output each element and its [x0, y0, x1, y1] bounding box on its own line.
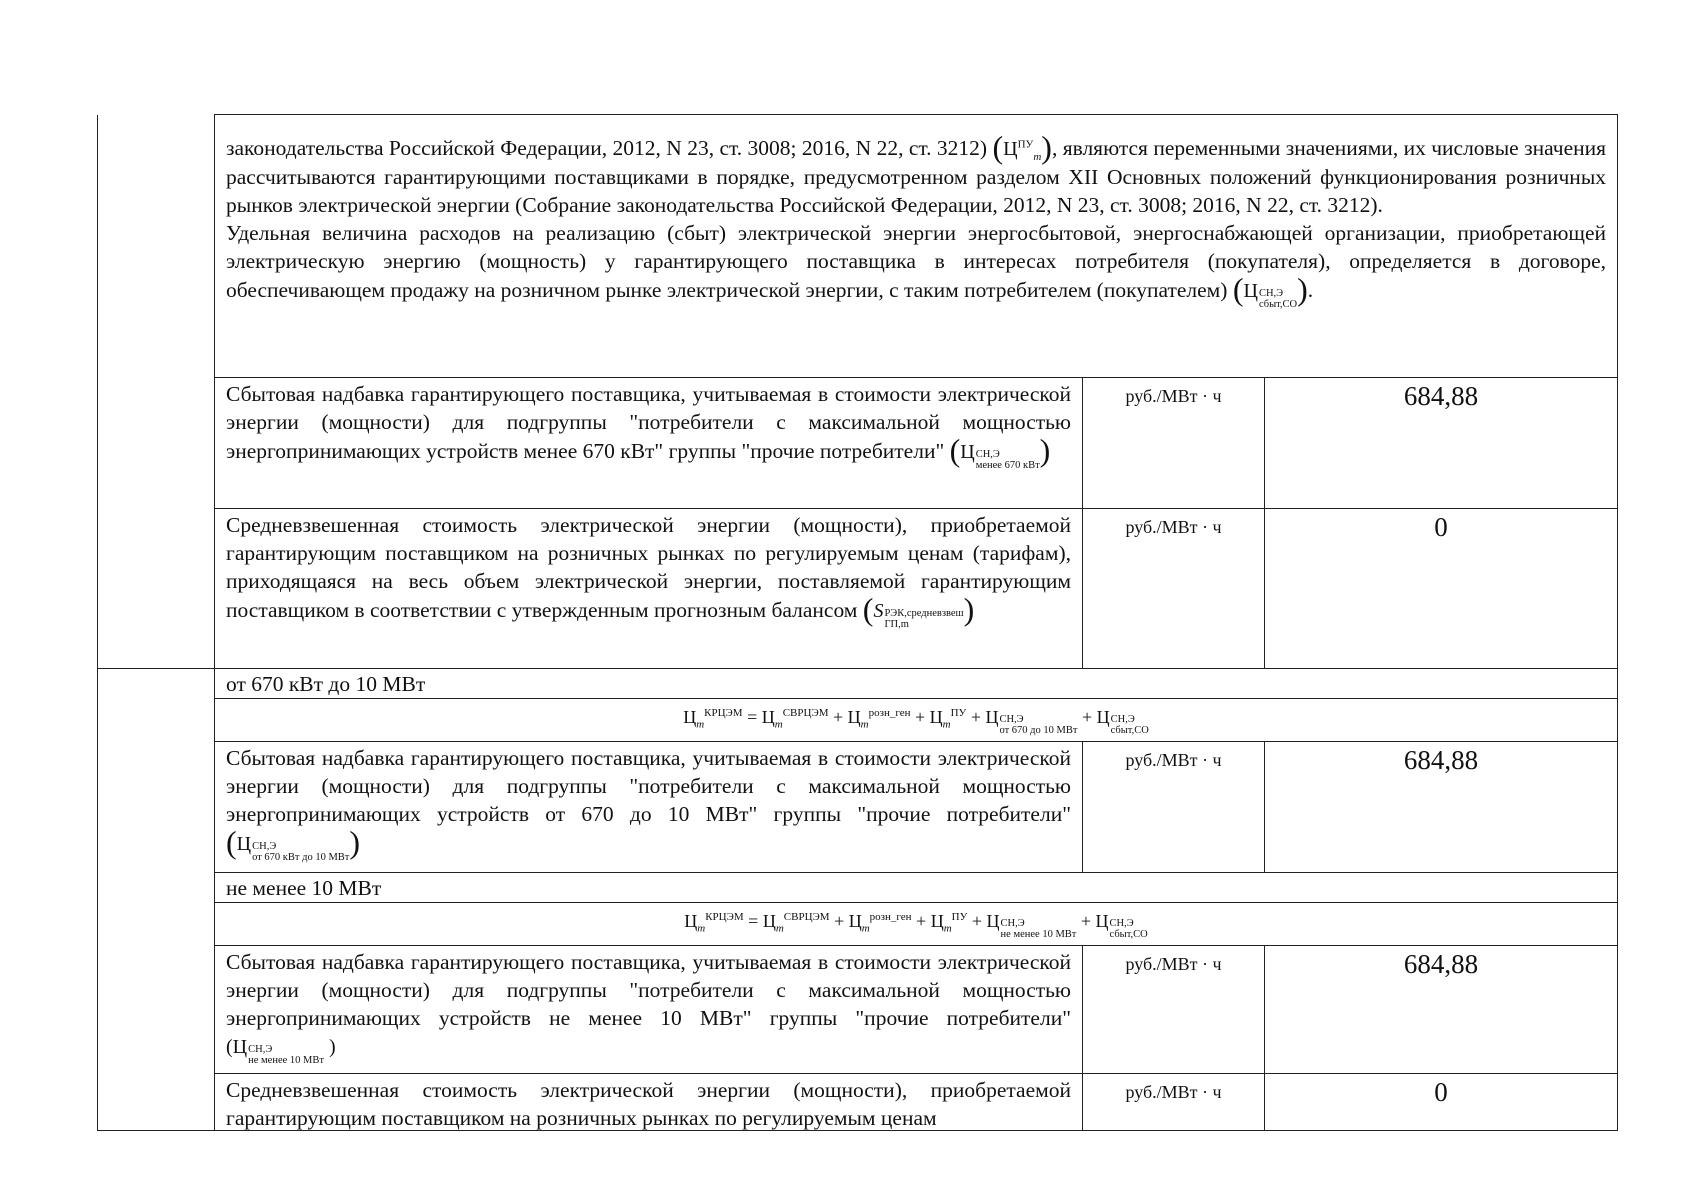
formula-symbol: (S РЭК,средневзвеш ГП,m )	[862, 591, 975, 630]
row-description: Сбытовая надбавка гарантирующего поставщика, учитываемая в стоимости электрической энергии (мощности) для подгруппы "потребители с максимальной мощностью энергопринимающих устройств менее 670 кВт" группы "прочие потребители"	[226, 382, 1071, 463]
formula-symbol: (Ц СН,Э сбыт,СО )	[1232, 271, 1308, 310]
index-cell	[98, 699, 215, 742]
table-row	[98, 115, 1618, 378]
index-cell	[98, 1074, 215, 1131]
formula-symbol: $(Ц^{ПУ}_m)$	[992, 129, 1052, 165]
unit-cell: руб./МВт · ч	[1083, 1074, 1265, 1131]
formula-cell	[215, 699, 1618, 742]
unit-cell: руб./МВт · ч	[1083, 742, 1265, 873]
description-cell	[215, 946, 1083, 1074]
unit-cell: руб./МВт · ч	[1083, 378, 1265, 509]
row-description: Средневзвешенная стоимость электрической энергии (мощности), приобретаемой гарантирующим поставщиком на розничных рынках по регулируемым ценам (тарифам), приходящаяся на весь объем электрической энергии, поставляемой гарантирующим поставщиком в соответствии с утвержденным прогнозным балансом	[226, 513, 1071, 622]
table-row	[98, 742, 1618, 873]
formula-symbol: (Ц СН,Э от 670 кВт до 10 МВт )	[226, 824, 361, 863]
table-row	[98, 1074, 1618, 1131]
description-cell: законодательства Российской Федерации, 2012, N 23, ст. 3008; 2016, N 22, ст. 3212) $(Ц^{ПУ}_m)$, являются переменными значениями, их числовые значения рассчитываются гарантирующими поставщиками в порядке, предусмотренном разделом XII Основных положений функционирования розничных рынков электрической энергии (Собрание законодательства Российской Федерации, 2012, N 23, ст. 3008; 2016, N 22, ст. 3212). Удельная величина расходов на реализацию (сбыт) электрической энергии энергосбытовой, энергоснабжающей организации, приобретающей электрическую энергию (мощность) у гарантирующего поставщика в интересах потребителя (покупателя), определяется в договоре, обеспечивающем продажу на розничном рынке электрической энергии, с таким потребителем (покупателем) (Ц СН,Э сбыт,СО ).	[215, 115, 1618, 378]
description-cell	[215, 509, 1083, 669]
index-cell	[98, 946, 215, 1074]
index-cell	[98, 742, 215, 873]
price-formula: $Ц_m^{КРЦЭМ} = Ц_m^{СВРЦЭМ} + Ц_m^{розн\_ген} + Ц_m^{ПУ} + Ц$ СН,Э не менее 10 МВт + Ц СН,Э сбыт,СО	[684, 911, 1148, 940]
row-description: Сбытовая надбавка гарантирующего поставщика, учитываемая в стоимости электрической энергии (мощности) для подгруппы "потребители с максимальной мощностью энергопринимающих устройств от 670 до 10 МВт" группы "прочие потребители"	[226, 746, 1071, 826]
index-cell	[98, 115, 215, 378]
table-row	[98, 669, 1618, 699]
value-cell: 0	[1265, 1074, 1618, 1131]
table-row	[98, 873, 1618, 903]
formula-symbol: (Ц СН,Э не менее 10 МВт )	[226, 1036, 336, 1066]
tariff-table	[97, 114, 1618, 1131]
paragraph-text: , являются переменными значениями, их числовые значения рассчитываются гарантирующими поставщиками в порядке, предусмотренном разделом XII Основных положений функционирования розничных рынков электрической энергии (Собрание законодательства Российской Федерации, 2012, N 23, ст. 3008; 2016, N 22, ст. 3212).	[226, 136, 1607, 217]
table-row	[98, 946, 1618, 1074]
price-formula: $Ц_m^{КРЦЭМ} = Ц_m^{СВРЦЭМ} + Ц_m^{розн\_ген} + Ц_m^{ПУ} + Ц$ СН,Э от 670 до 10 МВт + Ц СН,Э сбыт,СО	[683, 707, 1149, 736]
paragraph-text: законодательства Российской Федерации, 2012, N 23, ст. 3008; 2016, N 22, ст. 3212)	[226, 136, 988, 160]
description-cell	[215, 742, 1083, 873]
subheading-cell	[215, 873, 1618, 903]
description-cell	[215, 378, 1083, 509]
index-cell	[98, 873, 215, 903]
row-description: Сбытовая надбавка гарантирующего поставщика, учитываемая в стоимости электрической энергии (мощности) для подгруппы "потребители с максимальной мощностью энергопринимающих устройств не менее 10 МВт" группы "прочие потребители"	[226, 950, 1071, 1030]
row-description: Средневзвешенная стоимость электрической энергии (мощности), приобретаемой гарантирующим поставщиком на розничных рынках по регулируемым ценам	[226, 1078, 1071, 1130]
table-row	[98, 509, 1618, 669]
index-cell	[98, 669, 215, 699]
unit-cell: руб./МВт · ч	[1083, 509, 1265, 669]
subheading-cell	[215, 669, 1618, 699]
formula-cell	[215, 903, 1618, 946]
index-cell	[98, 378, 215, 509]
value-cell: 0	[1265, 509, 1618, 669]
value-cell: 684,88	[1265, 378, 1618, 509]
value-cell: 684,88	[1265, 946, 1618, 1074]
index-cell	[98, 903, 215, 946]
subheading: от 670 кВт до 10 МВт	[226, 672, 426, 696]
formula-symbol: (Ц СН,Э менее 670 кВт )	[949, 432, 1051, 471]
subheading: не менее 10 МВт	[226, 876, 382, 900]
table-row	[98, 378, 1618, 509]
table-row	[98, 903, 1618, 946]
unit-cell: руб./МВт · ч	[1083, 946, 1265, 1074]
table-row	[98, 699, 1618, 742]
paragraph-text: Удельная величина расходов на реализацию (сбыт) электрической энергии энергосбытовой, энергоснабжающей организации, приобретающей электрическую энергию (мощность) у гарантирующего поставщика в интересах потребителя (покупателя), определяется в договоре, обеспечивающем продажу на розничном рынке электрической энергии, с таким потребителем (покупателем)	[226, 221, 1607, 302]
index-cell	[98, 509, 215, 669]
value-cell: 684,88	[1265, 742, 1618, 873]
description-cell	[215, 1074, 1083, 1131]
